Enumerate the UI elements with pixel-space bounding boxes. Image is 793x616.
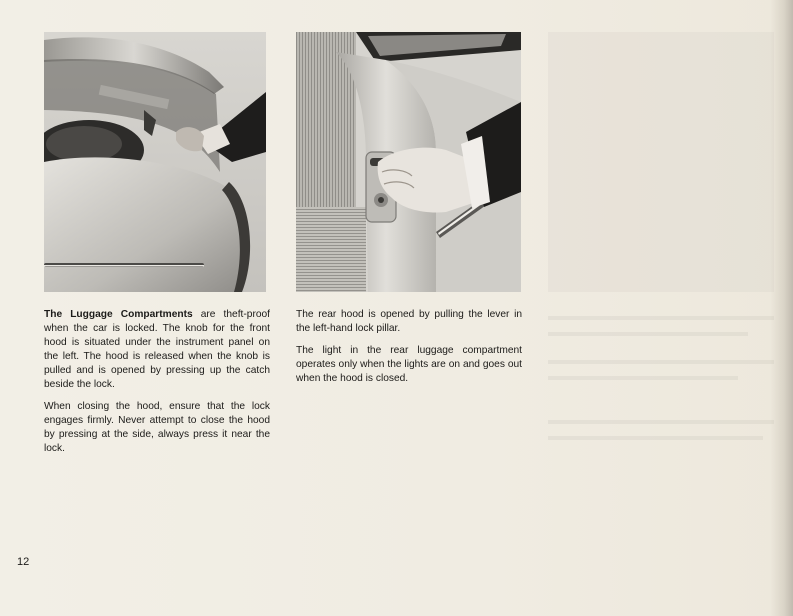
front-hood-photo <box>44 32 266 292</box>
paragraph-rear-hood: The rear hood is opened by pulling the lever in the left-hand lock pillar. <box>296 309 522 334</box>
paragraph-text: are theft-proof when the car is locked. The knob for the front hood is situated under the instrument panel on the left. The hood is released when the knob is pulled and is opened by pressing up the catch beside the lock. <box>44 309 270 390</box>
paragraph-closing-hood: When closing the hood, ensure that the lock engages firmly. Never attempt to close the hood by pressing at the side, always press it near the lock. <box>44 401 270 454</box>
paragraph-rear-light: The light in the rear luggage compartment operates only when the lights are on and goes out when the hood is closed. <box>296 345 522 384</box>
bleed-through-text <box>548 360 774 364</box>
rear-hood-lever-photo <box>296 32 521 292</box>
heading-luggage-compartments: The Luggage Compartments <box>44 309 193 320</box>
bleed-through-text <box>548 420 774 424</box>
paragraph-luggage-compartments <box>44 308 270 392</box>
page-edge-shadow <box>770 0 793 616</box>
left-text-column <box>44 308 270 464</box>
right-text-column <box>296 308 522 394</box>
bleed-through-text <box>548 332 748 336</box>
bleed-through-text <box>548 436 763 440</box>
bleed-through-text <box>548 316 774 320</box>
bleed-through-photo <box>548 32 774 292</box>
page-number: 12 <box>17 556 30 568</box>
bleed-through-text <box>548 376 738 380</box>
